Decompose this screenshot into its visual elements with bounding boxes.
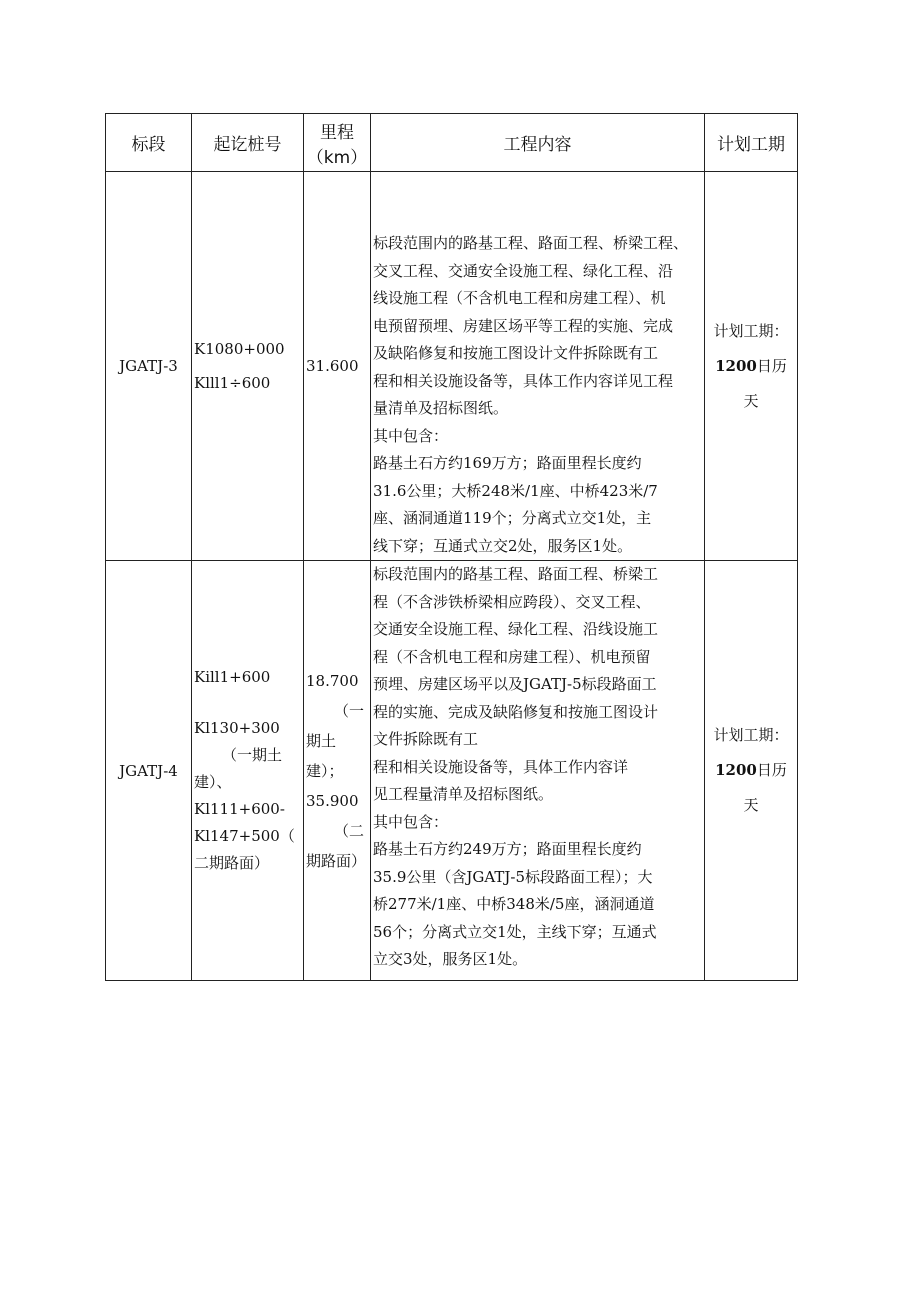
content-line: 线设施工程（不含机电工程和房建工程）、机: [373, 289, 666, 307]
content-line: 35.9公里（含JGATJ-5标段路面工程）；大: [373, 867, 653, 886]
km-line: （一: [334, 701, 365, 720]
plan-unit: 日历: [756, 761, 787, 779]
content-line: 程和相关设施设备等，具体工作内容详见工程: [373, 371, 674, 390]
segment-cell: JGATJ-4: [106, 561, 192, 981]
content-line: 标段范围内的路基工程、路面工程、桥梁工: [373, 565, 659, 583]
header-plan: 计划工期: [705, 114, 798, 172]
stake-line: Kill1+600: [194, 668, 271, 686]
stake-line: （一期土: [222, 746, 283, 764]
content-line: 量清单及招标图纸。: [373, 399, 509, 417]
header-segment: 标段: [106, 114, 192, 172]
stake-line: 建）、: [194, 773, 232, 791]
segment-cell: JGATJ-3: [106, 172, 192, 561]
project-table: [105, 113, 798, 981]
stake-line: Kl147+500（: [194, 827, 295, 845]
content-line: 桥277米/1座、中桥348米/5座，涵洞通道: [373, 895, 655, 913]
content-line: 见工程量清单及招标图纸。: [373, 785, 554, 803]
content-line: 交通安全设施工程、绿化工程、沿线设施工: [373, 620, 659, 638]
content-line: 线下穿；互通式立交2处，服务区1处。: [373, 536, 633, 555]
plan-days-line: [707, 349, 795, 384]
km-line: 31.600: [306, 357, 359, 375]
plan-unit-end: 天: [743, 391, 759, 410]
plan-label: 计划工期：: [713, 726, 789, 744]
content-line: 31.6公里；大桥248米/1座、中桥423米/7: [373, 481, 658, 500]
content-line: 其中包含：: [373, 426, 449, 445]
plan-days-line: [707, 753, 795, 788]
content-line: 程的实施、完成及缺陷修复和按施工图设计: [373, 702, 659, 721]
header-row: [106, 114, 798, 172]
content-cell: [371, 172, 705, 561]
content-cell: [371, 561, 705, 981]
stake-line: Kl130+300: [194, 719, 280, 737]
header-content: 工程内容: [371, 114, 705, 172]
content-line: 程（不含机电工程和房建工程）、机电预留: [373, 647, 651, 666]
table-row: [106, 172, 798, 561]
content-line: 路基土石方约169万方；路面里程长度约: [373, 454, 642, 472]
content-line: 路基土石方约249万方；路面里程长度约: [373, 840, 642, 858]
content-line: 及缺陷修复和按施工图设计文件拆除既有工: [373, 344, 659, 362]
content-line: 程（不含涉铁桥梁相应跨段）、交叉工程、: [373, 592, 651, 611]
plan-cell: [705, 172, 798, 561]
stake-cell: [192, 172, 304, 561]
content-line: 其中包含：: [373, 812, 449, 831]
stake-line: Klll1÷600: [194, 374, 271, 392]
header-stake: 起讫桩号: [192, 114, 304, 172]
content-line: 程和相关设施设备等，具体工作内容详: [373, 757, 629, 776]
plan-unit: 日历: [756, 356, 787, 375]
content-line: 电预留预埋、房建区场平等工程的实施、完成: [373, 316, 674, 335]
plan-cell: [705, 561, 798, 981]
plan-unit-end: 天: [743, 796, 759, 814]
stake-cell: [192, 561, 304, 981]
content-line: 预埋、房建区场平以及JGATJ-5标段路面工: [373, 675, 657, 693]
content-line: 立交3处，服务区1处。: [373, 950, 528, 968]
plan-days: 1200: [715, 356, 757, 375]
header-km: 里程（km）: [304, 114, 371, 172]
km-cell: [304, 561, 371, 981]
table-row: [106, 561, 798, 981]
content-line: 座、涵洞通道119个；分离式立交1处，主: [373, 509, 652, 527]
content-line: 文件拆除既有工: [373, 730, 479, 748]
km-line: 期土: [306, 731, 337, 750]
km-cell: [304, 172, 371, 561]
content-line: 56个；分离式立交1处，主线下穿；互通式: [373, 922, 657, 941]
plan-days: 1200: [715, 761, 757, 779]
stake-line: Kl111+600-: [194, 800, 285, 818]
stake-line: K1080+000: [194, 340, 285, 358]
content-line: 标段范围内的路基工程、路面工程、桥梁工程、: [373, 234, 689, 252]
plan-label: 计划工期：: [713, 321, 789, 340]
stake-line: 二期路面）: [194, 854, 270, 872]
km-line: （二: [334, 821, 365, 840]
km-line: 建）；: [306, 761, 344, 780]
km-line: 35.900: [306, 791, 359, 810]
content-line: 交叉工程、交通安全设施工程、绿化工程、沿: [373, 261, 674, 280]
km-line: 18.700: [306, 671, 359, 690]
km-line: 期路面）: [306, 851, 367, 870]
